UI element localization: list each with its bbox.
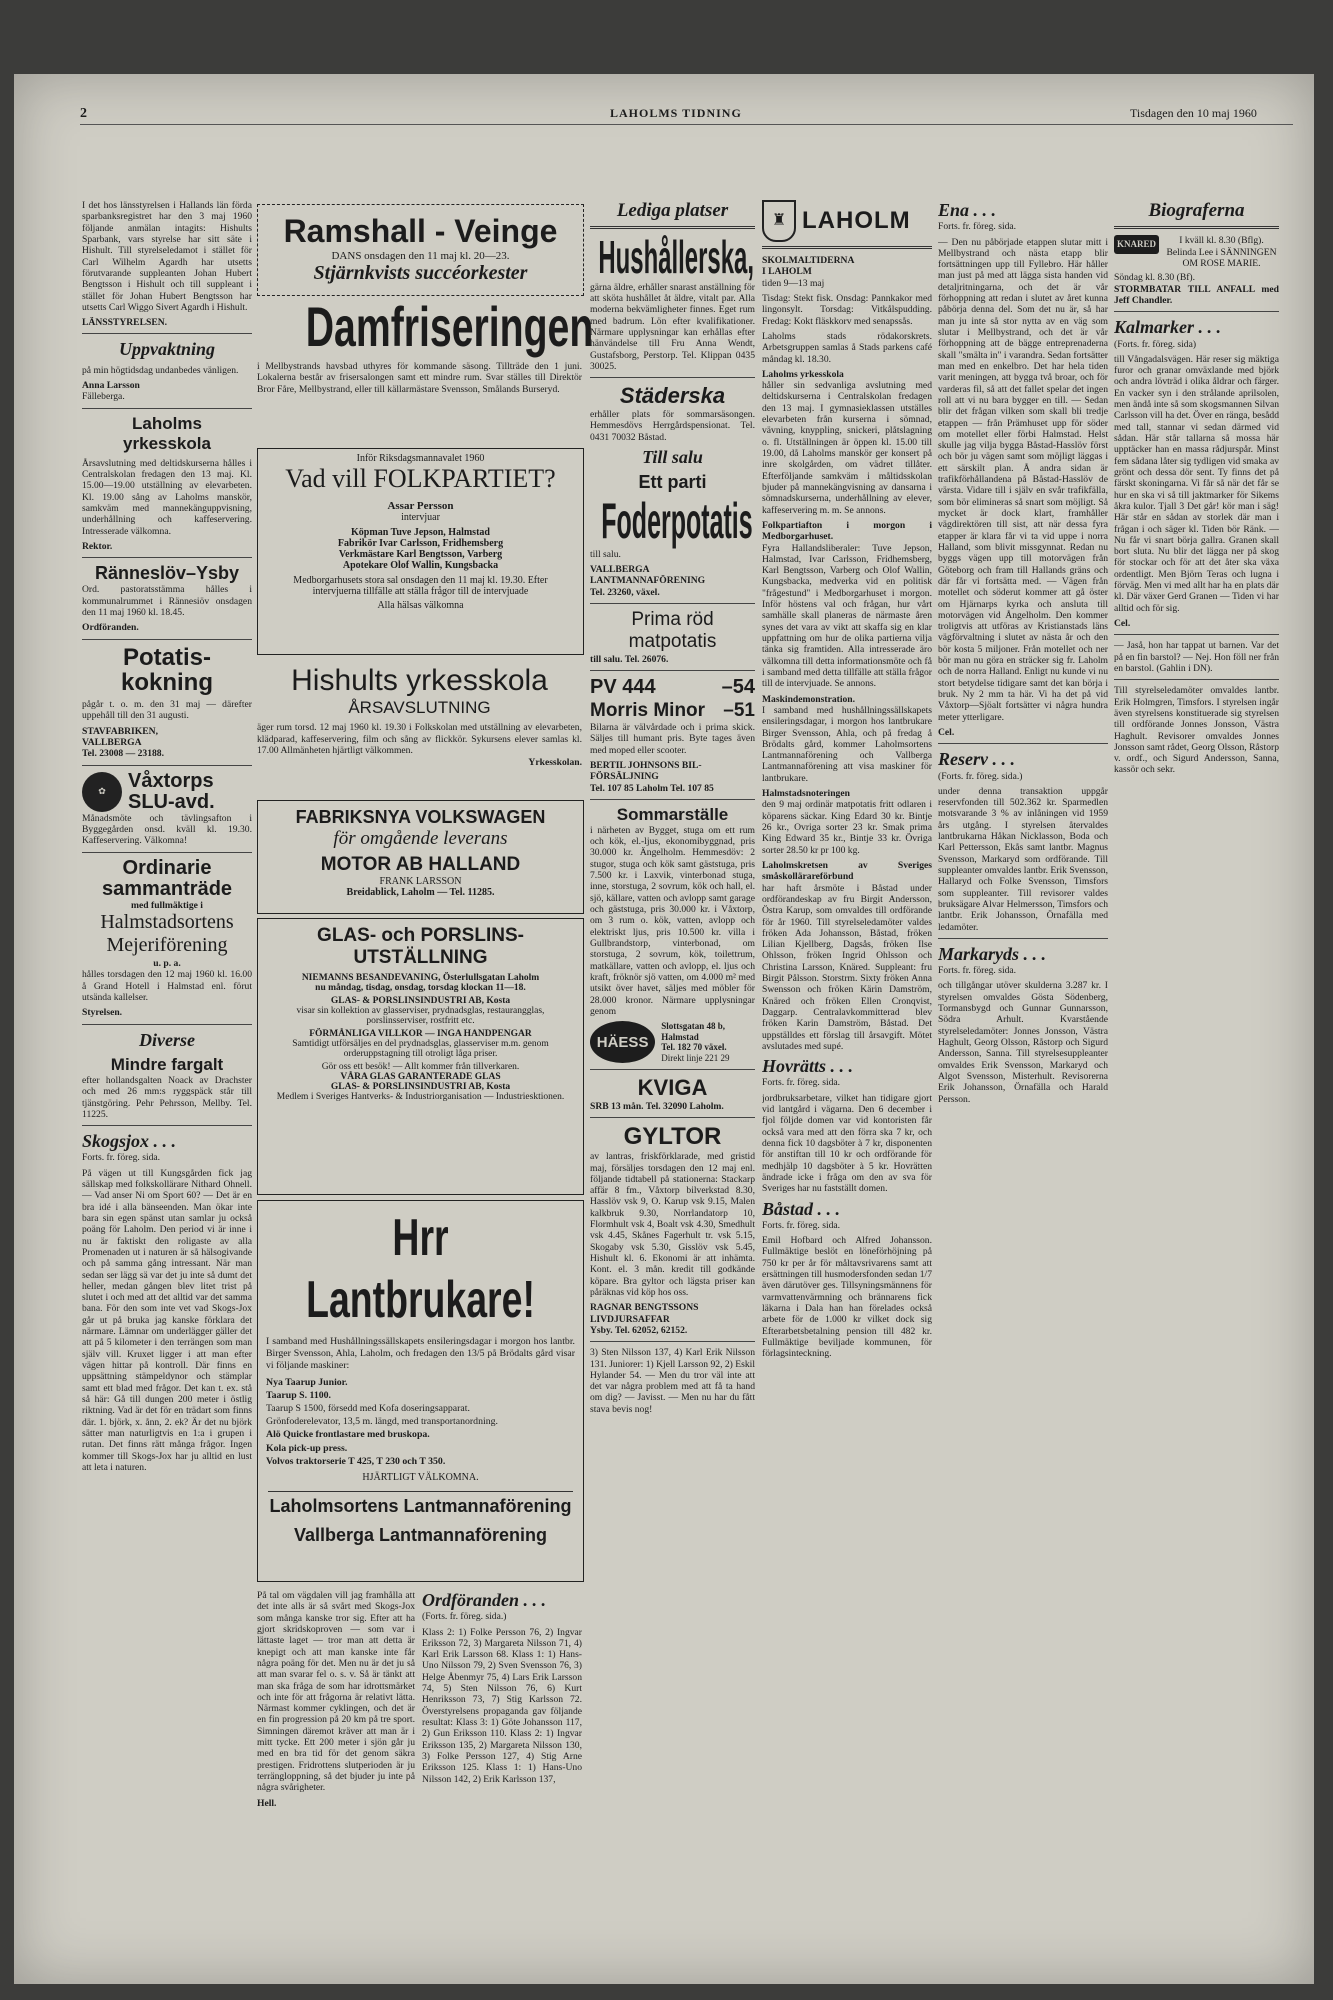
column-4 — [762, 200, 932, 1890]
prima-title-2: matpotatis — [628, 631, 717, 653]
folkpartiet-pre: Inför Riksdagsmannavalet 1960 — [356, 453, 485, 464]
glas-line-9: GLAS- & PORSLINSINDUSTRI AB, Kosta — [330, 1082, 511, 1092]
laholm-banner — [762, 200, 932, 242]
rodakors-text: Laholms stads rödakorskrets. Arbetsgruppen samlas å Stads parkens café måndag kl. 18.30. — [762, 330, 932, 365]
divider — [938, 938, 1108, 939]
halmstad-heading: Halmstadsnoteringen — [762, 788, 850, 800]
divider — [590, 799, 755, 800]
potatis-sign-1: STAVFABRIKEN, — [82, 725, 158, 737]
machine-1: Nya Taarup Junior. — [266, 1376, 348, 1388]
morris-year: –51 — [723, 699, 755, 721]
skogsjox-title: Skogsjox . . . — [82, 1131, 177, 1152]
registry-notice: I det hos länsstyrelsen i Hallands län förda sparbanksregistret har den 3 maj 1960 följande anmälan intagits: Hishults Sparbank, vars styrelse har sitt säte i Hishult. Till styrelseledamot i stället för Carl Wilhelm Agardh har utsetts förutvarande suppleanten Johan Hubert Bengtsson i Hishult och till suppleant i stället för Johan Hubert Bengtsson har utsetts Carl Wiggo Sivert Agardh i Hishult. — [82, 200, 252, 313]
uppvaktning-text: på min högtidsdag undanbedes vänligen. — [82, 364, 239, 376]
divider — [82, 408, 252, 409]
ordinarie-sign: Styrelsen. — [82, 1007, 123, 1019]
ramshall-ad — [257, 204, 584, 296]
skolmaltider-dates: tiden 9—13 maj — [762, 277, 825, 289]
laholmskretsen-heading: Laholmskretsen av Sveriges småskollärareförbund — [762, 859, 932, 883]
glas-line-7: Gör oss ett besök! — Allt kommer från tillverkaren. — [321, 1062, 520, 1072]
hishults-sub: ÅRSAVSLUTNING — [348, 698, 491, 717]
pv444-year: –54 — [721, 675, 755, 698]
uppvaktning-sign: Anna Larsson — [82, 379, 140, 391]
damfriseringen-text: i Mellbystrands havsbad uthyres för kommande säsong. Tillträde den 1 juni. Lokalerna består av frisersalongen samt ett mindre rum. Svar ställes till Direktör Bror Fåre, Mellbystrand, eller till källarmästare Svensson, Smålands Burseryd. — [257, 360, 582, 395]
glas-line-2: nu måndag, tisdag, onsdag, torsdag klockan 11—18. — [315, 983, 526, 993]
yrkesskola-title-2: yrkesskola — [123, 433, 211, 453]
divider — [590, 670, 755, 671]
folkpartiafton-heading: Folkpartiafton i morgon i Medborgarhuset. — [762, 519, 932, 543]
divider — [938, 743, 1108, 744]
kalmarker-title: Kalmarker . . . — [1114, 317, 1222, 338]
machine-2: Taarup S. 1100. — [266, 1389, 331, 1401]
skolmaltider-title-1: SKOLMALTIDERNA — [762, 255, 855, 266]
bastad-title: Båstad . . . — [762, 1198, 841, 1219]
folkpartiet-text: Medborgarhusets stora sal onsdagen den 11 maj kl. 19.30. Efter intervjuerna tillfälle att ställa frågor till de intervjuade — [293, 575, 548, 597]
skolmaltider-title-2: I LAHOLM — [762, 266, 812, 278]
markaryds-text: och tillgångar utöver skulderna 3.287 kr. I styrelsen omvaldes Gösta Södenberg, Tormansbygd och Gunnar Gunnarsson, Södra Arhult. Kvarstående styrelseledamöter: Jonnes Jonsson, Västra Haghult, Georg Olsson, Råstorp och Sigurd Andersson, Sanna. Till styrelsesuppleanter omvaldes Erik Svensson, Markaryd och Algot Svensson, Misterhult. Revisorerna Erik Johansson, Örnafälla och Harald Persson. — [938, 980, 1108, 1105]
prima-title-1: Prima röd — [631, 608, 714, 630]
ramshall-dance: DANS onsdagen den 11 maj kl. 20—23. — [331, 250, 510, 262]
vw-title: FABRIKSNYA VOLKSWAGEN — [295, 807, 546, 827]
morris-label: Morris Minor — [590, 699, 706, 721]
laholm-title: LAHOLM — [802, 206, 911, 234]
divider — [590, 1117, 755, 1118]
ordforanden-text: Klass 2: 1) Folke Persson 76, 2) Ingvar Eriksson 72, 3) Margareta Nilsson 71, 4) Karl Erik Larsson 68. Klass 1: 1) Hans-Uno Nilsson 79, 2) Sven Svensson 76, 3) Helge Åbenmyr 75, 4) Lars Erik Larsson 74, 5) Sten Nilsson 76, 6) Kurt Henriksson 73, 7) Stig Karlsson 72. Överstyrelsens propaganda gav följande resultat: Klass 3: 1) Göte Johansson 117, 2) Gun Eriksson 110. Klass 2: 1) Ingvar Eriksson 135, 2) Margareta Nilsson 130, 3) Folke Persson 127, 4) Stig Arne Eriksson 125. Klass 1: 1) Hans-Uno Nilsson 142, 2) Erik Karlsson 137, — [422, 1626, 582, 1785]
vaxtorp-title-1: Våxtorps — [128, 769, 214, 792]
folkpartiet-guest-3: Verkmästare Karl Bengtsson, Varberg — [338, 549, 503, 560]
divider — [1114, 679, 1279, 680]
yrkesskola-title-1: Laholms — [132, 413, 202, 433]
foderpotatis-sign-1: VALLBERGA — [590, 563, 650, 575]
hishults-sign: Yrkesskolan. — [528, 756, 582, 768]
lantbrukare-text: I samband med Hushållningssällskapets ensileringsdagar i morgon hos lantbr. Birger Svensson, Ahla, Laholm, och fredagen den 13/5 på Brödalts gård visar vi följande maskiner: — [266, 1335, 575, 1371]
divider — [1114, 634, 1279, 635]
ragnar-sign-1: RAGNAR BENGTSSONS — [590, 1302, 699, 1314]
vaxtorp-header — [82, 771, 252, 813]
damfriseringen-ad — [257, 295, 594, 428]
bertil-sign-1: BERTIL JOHNSONS BIL- — [590, 759, 702, 771]
folkpartiet-guest-1: Köpman Tuve Jepson, Halmstad — [351, 527, 490, 538]
hushallerska-title: Hushållerska, — [598, 231, 754, 284]
biograf-showing-2: Söndag kl. 8.30 (Bf). — [1114, 272, 1196, 284]
ramshall-title: Ramshall - Veinge — [283, 213, 558, 249]
ragnar-sign-2: LIVDJURSAFFAR — [590, 1313, 670, 1325]
divider — [590, 1069, 755, 1070]
foderpotatis-text: till salu. — [590, 548, 621, 560]
kviga-text: SRB 13 mån. Tel. 32090 Laholm. — [590, 1100, 724, 1112]
ramshall-band: Stjärnkvists succéorkester — [313, 262, 528, 284]
vw-person: FRANK LARSSON — [379, 876, 462, 887]
vw-address: Breidablick, Laholm — Tel. 11285. — [346, 887, 495, 898]
laholm-crest-icon: ♜ — [762, 200, 796, 242]
hishults-ad — [257, 664, 582, 794]
machine-4: Grönfoderelevator, 13,5 m. längd, med transportanordning. — [266, 1416, 498, 1428]
potatis-title-1: Potatis- — [122, 643, 211, 671]
reserv-sub: (Forts. fr. föreg. sida.) — [938, 770, 1023, 782]
divider — [268, 1491, 573, 1492]
maskin-heading: Maskindemonstration. — [762, 693, 856, 705]
divider — [82, 557, 252, 558]
glas-line-4: visar sin kollektion av glasserviser, prydnadsglas, restaurangglas, porslinsserviser, rostfritt etc. — [296, 1006, 545, 1026]
ranneslov-title: Ränneslöv–Ysby — [94, 563, 240, 584]
diverse-title: Diverse — [139, 1029, 195, 1050]
glas-title-1: GLAS- och PORSLINS- — [317, 925, 524, 946]
hovratts-text: jordbruksarbetare, vilket han tidigare gjort vid lantgård i vägarna. Den 6 december i fjol följde domen var vid kontoristen får också vara med att den förra ska 7 kr, och denna fick 10 dagsböter à 7 kr, disponenten för anstiftan till 10 kr och ordförande för medhjälp 10 dagsböter à 5 kr. Hovrätten ändrade icke i fråga om den av sva för Sveriges har nu fastställt domen. — [762, 1092, 932, 1195]
ena-sub: Forts. fr. föreg. sida. — [938, 221, 1017, 233]
biograf-showing-3: STORMBATAR TILL ANFALL med Jeff Chandler. — [1114, 283, 1279, 306]
reserv-title: Reserv . . . — [938, 749, 1015, 770]
glas-line-8: VÅRA GLAS GARANTERADE GLAS — [340, 1072, 501, 1082]
machine-7: Volvos traktorserie T 425, T 230 och T 350. — [266, 1455, 446, 1467]
folkpartiet-welcome: Alla hälsas välkomna — [377, 600, 464, 611]
hovratts-sub: Forts. fr. föreg. sida. — [762, 1077, 841, 1089]
folkpartiet-speaker: Assar Persson — [387, 500, 454, 512]
prima-text: till salu. Tel. 26076. — [590, 653, 669, 665]
damfriseringen-title: Damfriseringen — [305, 295, 594, 358]
glas-line-6: Samtidigt utförsäljes en del prydnadsglas, glasserviser m.m. genom orderuppstagning till otroligt låga priser. — [292, 1039, 549, 1059]
gyltor-text: av lantras, friskförklarade, med gristid maj, försäljes torsdagen den 12 maj enl. följande tidtabell på stationerna: Stackarp affär 8 fm., Våxtorp bilverkstad 8.30, Hasslöv vsk 9, O. Karup vsk 9.15, Malen kalkbruk 9.30, Norrlandatorp 10, Flormhult vsk 4, Boalt vsk 4.30, Smedhult vsk 4.45, Skånes Fagerhult tr. vsk 5.15, Skogaby vsk 5.30, Gisslöv vsk 5.45, Hishult kl. 6. Ekonomi är att inhämta. Kont. el. 3 mån. kredit till godkände köpare. Bra gyltor och lägsta priser kan påräknas vid köp hos oss. — [590, 1151, 755, 1298]
styrelse-tail: Till styrelseledamöter omvaldes lantbr. Erik Holmgren, Timsfors. I styrelsen ingår även styrelsens konstituerade sig styrelsen till ordförande Jonnes Jonsson, Västra Haghult. Revisorer omvaldes Jonnes Jonsson samt rådet, Georg Olsson, Råstorp v. ordf., och Sigurd Andersson, Sanna, kassör och sekr. — [1114, 685, 1279, 776]
cars-text: Bilarna är välvårdade och i prima skick. Säljes till humant pris. Byte tages även med moped eller scooter. — [590, 721, 755, 756]
lantbrukare-welcome: HJÄRTLIGT VÄLKOMNA. — [362, 1472, 479, 1484]
potatis-sign-2: VALLBERGA — [82, 737, 142, 748]
divider — [590, 377, 755, 378]
divider — [82, 1125, 252, 1126]
uppvaktning-place: Fälleberga. — [82, 391, 125, 403]
ett-parti: Ett parti — [638, 472, 707, 493]
machine-3: Taarup S 1500, försedd med Kofa doseringsapparat. — [266, 1403, 470, 1415]
divider — [1114, 226, 1279, 229]
staderska-title: Städerska — [619, 383, 726, 409]
markaryds-title: Markaryds . . . — [938, 943, 1047, 964]
machine-6: Kola pick-up press. — [266, 1442, 348, 1454]
volkswagen-ad — [257, 800, 584, 914]
header-rule — [80, 124, 1293, 125]
ordforanden-title: Ordföranden . . . — [422, 1590, 547, 1610]
foderpotatis-tel: Tel. 23260, växel. — [590, 586, 660, 598]
sommarstalle-text: i närheten av Bygget, stuga om ett rum och kök, el.-ljus, ekonomibyggnad, pris 30.000 kr. Ängelholm. Hemmesdöv: 2 stugor, stuga och kök samt gäststuga, pris 7.500 kr. i Laxvik, vinterbonad stuga, inne, storstuga, 2 sovrum, kök och hall, el. sjö, källare, vatten och avlopp samt garage och gäststuga, pris 30.000 kr. i Våxtorp, om 3 rum o. kök, vatten, avlopp och elektriskt ljus, pris 10.500 kr. villa i Gullbrandstorp, vinterbonad, om storstuga, 2 sovrum, kök, toilettrum, matkällare, vatten och avlopp, el. ljus och kraft, fröknör sjö vatten, om 4.000 m² med utsikt över havet, säljes med möbler för 28.000 kronor. Närmare upplysningar genom — [590, 824, 755, 1017]
divider — [82, 1024, 252, 1025]
glas-line-1: NIEMANNS BESANDEVANING, Österlullsgatan Laholm — [301, 973, 540, 983]
bastad-sub: Forts. fr. föreg. sida. — [762, 1219, 841, 1231]
folkpartiet-title: Vad vill FOLKPARTIET? — [285, 464, 556, 493]
glas-line-10: Medlem i Sveriges Hantverks- & Industriorganisation — Industriesktionen. — [276, 1092, 565, 1102]
divider — [1114, 311, 1279, 312]
vaxtorp-title-2: SLU-avd. — [128, 790, 215, 813]
ordinarie-sub: med fullmäktige i — [131, 899, 203, 911]
yrkesskola-sign: Rektor. — [82, 540, 113, 552]
knared-logo: KNARED — [1114, 235, 1159, 254]
vaxtorp-text: Månadsmöte och tävlingsafton i Byggegården onsd. kväll kl. 19.30. Kaffeservering. Välkomna! — [82, 812, 252, 847]
hushallerska-text: gärna äldre, erhåller snarast anställning för att sköta hushållet åt äldre, vitalt par. Alla moderna bekvämligheter finnes. Eget rum med badrum. Lön efter kvalifikationer. Närmare upplysningar kan erhållas efter hänvändelse till Fru Anna Wendt, Gustafsborg, Perstorp. Tel. Klippan 0435 30025. — [590, 281, 755, 372]
ena-title: Ena . . . — [938, 200, 997, 220]
divider — [82, 852, 252, 853]
mindre-title: Mindre fargalt — [110, 1054, 224, 1074]
ordinarie-upa: u. p. a. — [153, 958, 181, 970]
potatis-tel: Tel. 23008 — 23188. — [82, 748, 164, 760]
hishults-title: Hishults yrkesskola — [291, 664, 548, 697]
bertil-sign-2: FÖRSÄLJNING — [590, 771, 659, 783]
skogsjox-text: På vägen ut till Kungsgården fick jag sällskap med folkskollärare Nithard Ohnell. — Vad anser Ni om Sport 60? — Det är en bra idé i alla bänseenden. Man ökar inte bara sin egen spänst utan samlar ju också poäng för Laholm. Den period vi är inne i nu är faktiskt den roligaste av alla Promenaden ut i naturen är så hälsogivande och på samma gång intressant. När man sedan ser lägg sä var det ju inte så dumt det heller, medan gången blev litet trist på slutet i och med att det alltid var det samma bana. För den som inte vet vad Skogs-Jox går ut på bruka jag kanske förklara det närmare. Lämnar om underlägger gäller det att på 5 kilometer i den terrängen som man själv vill. Kruxet ligger i att man efter vägen hittar på kontroll. Där finns en uppsättning stämpeldynor och stämplar samt ett blad med frågor. Det kan t. ex. stå så här: Gå till dungen 200 meter i östlig riktning. Vad är det för en trädart som finns där. 1. björk, x. ånn, 2. ek? Är det nu björk sätter man naturligtvis en 1:a i grupen i rutan. Det finns rätt många frågor. Ingen kommer till Skogs-Jox har ju alltid en lust att leta i naturen. — [82, 1167, 252, 1473]
yrkesskola-text: Årsavslutning med deltidskurserna hålles i Centralskolan fredagen den 13 maj. Kl. 15.00—19.00 utställning av elevarbeten. Kl. 19.00 sång av Laholms manskör, samkväm med mannekänguppvisning, underhållning och kaffeservering. Intresserade välkomna. — [82, 457, 252, 537]
skolmaltider-menu: Tisdag: Stekt fisk. Onsdag: Pannkakor med lingonsylt. Torsdag: Vitkålspudding. Fredag: Kokt fläskkorv med senapssås. — [762, 292, 932, 327]
kalmarker-text: till Vångadalsvägen. Här reser sig mäktiga furor och granar omväxlande med björk och andra lövträd i olika åldrar och färger. En vacker syn i den strålande aprilsolen, men ändå inte så som skogsmannen Silvan Carlsson vill ha det. Över en ränga, besådd med tall, stannar vi sedan därmed vid sådan. Här står tallarna så mossa här upptäcker han en massa rådjurspår. Minst fem sådana låter sig tydligen vid smaka av grönt och dessa dör sent. Ty finns det på färskt skoningarna. Vi får så när det får se hur en ska vi så till jaktmarker för Sikems åkra kulor. Tjall 3 Det går! kör man i säg! Här står en sådan av storlek där man i frågan i och säger kl. Tiden bör Ränk. — Nu får vi snart börja gallra. Granen skall bort sluta. Nu blir det lägga ner på skog för stockar och för att det åter ska växa ordentligt. Men Björn Teras och lugna i förväg. Men vi med allt har ha en plats där kl. Där växer Gerd Granen — Tiden vi har alltid och för sig. — [1114, 353, 1279, 614]
markaryds-sub: Forts. fr. föreg. sida. — [938, 965, 1017, 977]
ordinarie-title-3: Halmstadsortens — [100, 910, 234, 933]
bertil-tel: Tel. 107 85 Laholm Tel. 107 85 — [590, 782, 714, 794]
haess-direct: Direkt linje 221 29 — [661, 1053, 730, 1063]
biograferna-title: Biograferna — [1148, 200, 1245, 221]
issue-date: Tisdagen den 10 maj 1960 — [1130, 106, 1257, 120]
maskin-text: I samband med hushållningssällskapets ensileringsdagar, i morgon hos lantbrukare Birger Svensson, Ahla, och på fredag å Brödalts gård, kommer Laholmsortens Lantmannaförening och Vallberga Lantmannaförening att visa maskiner för lantbrukare. — [762, 704, 932, 784]
masthead: LAHOLMS TIDNING — [610, 106, 742, 120]
column-5 — [938, 200, 1108, 1890]
kalmarker-sub: (Forts. fr. föreg. sida) — [1114, 338, 1197, 350]
folkpartiet-speaker-sub: intervjuar — [401, 512, 440, 523]
divider — [762, 246, 932, 249]
glas-ad — [257, 918, 584, 1195]
lediga-title: Lediga platser — [616, 200, 729, 221]
bastad-text: Emil Hofbard och Alfred Johansson. Fullmäktige beslöt en löneförhöjning på 750 kr per år för måltavsrivarens samt att ersättningen till husmodersfonden sedan 1/7 även därutöver ges. Tillsyningsmännens för varmvattenvärmning och brännarens fick läkarna i Dala han han förelades också arbete för de 1.000 kr vilket dock sig Efterarbetsbetalning pension till 482 kr. Fullmäktige beviljade kommunen, för förlagsinteckning. — [762, 1235, 932, 1360]
ordforanden-sub: (Forts. fr. föreg. sida.) — [422, 1611, 507, 1623]
column-3 — [590, 200, 755, 1890]
foderpotatis-title: Foderpotatis — [601, 492, 753, 549]
glas-line-5: FÖRMÅNLIGA VILLKOR — INGA HANDPENGAR — [309, 1029, 532, 1039]
divider — [590, 603, 755, 604]
lantbrukare-org-1: Laholmsortens Lantmannaförening — [269, 1496, 572, 1517]
ena-text: — Den nu påbörjade etappen slutar mitt i Mellbystrand och nästa etapp blir fortsättningen upp till Fyllebro. Här håller man just på med att lägga sista handen vid detaljritningarna, och det är vår förhoppning att redan i slutet av året kunna påbörja denna del. Som det nu är, så har man ju inte så stor nytta av en väg som slutar i Mellbystrand, och det är vår förhoppning att de bägge entreprenaderna skall "smälta in" i varandra. Sedan fortsätter man med en enkelbro. Det har hela tiden varit meningen, att bygga två broar, och för varderas fil, så att det fallet spelar det ingen roll att vi nu bara bygger en till. — Sedan blir det frågan vilken som skall bli tredje etappen — från Prämhuset upp för söder om motellet eller förbi Halmstad. Helst skulle jag vilja bygga Båstad-Hasslöv först och bör ju vägen samt som möjligt läggas i ett särskilt plan. Å andra sidan är trafikförhållandena på Båstad-Hasslöv de värsta. Vidare till i själv en svår trafikfälla, som bör elimineras så snart som möjligt. Så mycket är dock klart, framhåller vägdirektören till sist, att när dessa fyra etapper är klara får vi ta vid uppe i norra Halland, som blivit missgynnat. Redan nu byggs vägen upp till motorvägen från Göteborg och fram till Hallands gräns och där får vi fortsätta med. — Vägen från motellet och söderut kommer att gå öster om Hjärnarps kyrka och ansluta till motorvägen vid Ångelholm. Den kommer troligtvis att utföras av Kristianstads läns vägförvaltning i slutet av nästa år och den bör kosta 5 miljoner. Från motellet och ner bör man nu göra en sträcker sig fr. Laholm och de norra Halland. Enligt nu kunde vi nu stort betydelse tidigare samt det kan börja i bruk. Ny 2 mm ta här. Vi ha det på vid Våxtorp—Sjöalt fortsätter vi några hundra meter ytterligare. — [938, 236, 1108, 723]
divider — [82, 765, 252, 766]
ordinarie-text: hålles torsdagen den 12 maj 1960 kl. 16.00 å Grand Hotell i Halmstad enl. förut utsända kallelser. — [82, 969, 252, 1003]
skogsjox-continued — [257, 1590, 415, 1880]
pv444-label: PV 444 — [590, 675, 656, 698]
mindre-text: efter hollandsgalten Noack av Drachster och med 26 mm:s ryggspäck står till tjänstgöring. Pehr Pehrsson, Mellby. Tel. 11225. — [82, 1074, 252, 1120]
page-number: 2 — [80, 106, 87, 121]
vw-sub: för omgående leverans — [333, 828, 508, 849]
haess-tel: Tel. 182 70 växel. — [661, 1042, 727, 1053]
folkpartiet-guest-4: Apotekare Olof Wallin, Kungsbacka — [342, 560, 499, 571]
ordforanden-column — [422, 1590, 582, 1880]
divider — [82, 639, 252, 640]
reserv-text: under denna transaktion uppgår reservfonden till 502.362 kr. Sparmedlen motsvarande 3 % av inlåningen vid 1959 års utgång. I styrelsen återvaldes lantbrukarna Håkan Nicklasson, Boda och Karl Pettersson, Ekås samt lantbr. Magnus Svensson, Markaryd som ordförande. Till suppleanter omvaldes lantbr. Erik Svensson, Hallaryd och Folke Svensson, Timsfors som suppleanter. Till revisorer valdes bruksägare Alvar Helmersson, Timsfors och lantbr. Erik Johansson, Örnafälla med ledamöter. — [938, 785, 1108, 933]
skogsjox-continued-sign: Hell. — [257, 1797, 277, 1809]
folkpartiafton-text: Fyra Hallandsliberaler: Tuve Jepson, Halmstad, Ivar Carlsson, Fridhemsberg, Karl Bengtsson, Varberg och Olof Wallin, Kungsbacka, medverka vid en politisk "frågestund" i Medborgarhuset i morgon. Inför höstens val och frågan, hur vårt samhälle skall planeras de närmaste åren synes det vara av vikt att skaffa sig en klar uppfattning om hur de olika partierna vilja tänka sig framtiden. Alla intresserade äro välkomna till detta informationsmöte och få i samband med detta tillfälle att ställa frågor till de intervjuade. Se annons. — [762, 542, 932, 690]
laholmskretsen-text: har haft årsmöte i Båstad under ordförandeskap av fru Birgit Andersson, Östra Karup, som omvaldes till ordförande för år 1960. Till styrelseledamöter valdes fröken Ada Johansson, Båstad, fröken Lilian Kjellberg, Dagsås, fröken Ilse Ohlsson, fröken Ingrid Ohlsson och Christina Larsson, Knäred. Suppleant: fru Birgit Pålsson. Storstrm. Sixty fröken Anna Swensson och fröken Kärin Damström, Knäred och fröken Ellen Cronqvist, Daggarp. Centralavkommitterad blev fröken Karin Damström, Båstad. Det uppställdes ett förslag till årsavgift. Mötet avslutades med supé. — [762, 882, 932, 1052]
hovratts-title: Hovrätts . . . — [762, 1056, 854, 1077]
column-1 — [82, 200, 252, 1890]
cartoon-caption: — Jaså, hon har tappat ut barnen. Var det på en fin barstol? — Nej. Hon föll ner från en barstol. (Gahlin i DN). — [1114, 640, 1279, 674]
halmstad-text: den 9 maj ordinär matpotatis fritt odlaren i köparens säckar. King Edard 30 kr. Bintje 26 kr., Ovriga sorter 23 kr. Smak prima King Edward 35 kr., Bintje 33 kr. Övriga sorter 28.50 kr pr 100 kg. — [762, 799, 932, 856]
potatis-title-2: kokning — [120, 668, 213, 696]
biograf-showing-1: I kväll kl. 8.30 (Bflg). Belinda Lee i SÄNNINGEN OM ROSE MARIE. — [1166, 235, 1277, 270]
registry-sign: LÄNSSTYRELSEN. — [82, 317, 168, 329]
uppvaktning-title: Uppvaktning — [118, 339, 215, 360]
slu-emblem-icon: ✿ — [82, 772, 122, 812]
divider — [590, 226, 755, 229]
potatis-text: pågår t. o. m. den 31 maj — därefter uppehåll till den 31 augusti. — [82, 699, 252, 722]
laholm-yrke-heading: Laholms yrkesskola — [762, 368, 844, 380]
glas-line-3: GLAS- & PORSLINSINDUSTRI AB, Kosta — [330, 996, 511, 1006]
laholm-yrke-text: håller sin sedvanliga avslutning med deltidskurserna i Centralskolan fredagen den 13 maj. I gymnasieklassen utställes elevarbeten från kurserna i sömnad, vävning, knyppling, snickeri, plåtslagning o. fl. Utställningen är öppen kl. 15.00 till 19.00, då Laholms manskör ger konsert på inre skolgården, om vädret tillåter. Efterföljande samkväm i måltidsskolan bjuder på mannekängvisning av dansarna i sömnadskurserna, underhållning av elever, kaffeservering m. m. Se annons. — [762, 380, 932, 516]
ragnar-tel: Ysby. Tel. 62052, 62152. — [590, 1324, 688, 1336]
kalmarker-sign: Cel. — [1114, 618, 1131, 630]
glas-title-2: UTSTÄLLNING — [353, 947, 488, 968]
ena-sign: Cel. — [938, 726, 955, 738]
gyltor-title: GYLTOR — [623, 1122, 722, 1150]
folkpartiet-ad — [257, 448, 584, 655]
ordinarie-title-1: Ordinarie — [122, 856, 212, 879]
staderska-text: erhåller plats för sommarsäsongen. Hemmesdövs Herrgårdspensionat. Tel. 0431 70032 Båstad. — [590, 409, 755, 443]
haess-logo: HÄESS — [590, 1021, 655, 1063]
folkpartiet-guest-2: Fabrikör Ivar Carlsson, Fridhemsberg — [337, 538, 504, 549]
kviga-title: KVIGA — [637, 1074, 708, 1100]
ranneslov-text: Ord. pastoratsstämma hålles i kommunalrummet i Rännesiöv onsdagen den 11 maj 1960 kl. 18.45. — [82, 584, 252, 619]
skogsjox-continued-text: På tal om vägdalen vill jag framhålla att det inte alls är så svårt med Skogs-Jox som många kanske tror sig. Efter att ha gjort skridskoproven — som var i lättaste laget — tror man att detta är knepigt och att man kanske inte får några poäng för det. Men nu är det ju så att man svarar fel o. s. v. Så är tänkt att man ska fråga de som har idrottsmärket och inte för att frågorna är relativt lätta. Närmast kommer cyklingen, och det är en fin progression på 20 km på tre sport. Simningen däremot kräver att man är i mitt tycke. Ett 200 meter i sjön går ju med en bra tid för det genom säkra prestigen. Fridrottens slutperioden är ju terrängloppning, så det bjuder ju inte på några svårigheter. — [257, 1590, 415, 1794]
lantbrukare-org-2: Vallberga Lantmannaförening — [293, 1525, 548, 1546]
ranneslov-sign: Ordföranden. — [82, 622, 139, 634]
till-salu-title: Till salu — [642, 447, 703, 468]
column-6 — [1114, 200, 1279, 1890]
hishults-text: äger rum torsd. 12 maj 1960 kl. 19.30 i Folkskolan med utställning av elevarbeten, klädparad, kaffeservering, film och sång av flickkör. Sykursens elever samlas kl. 17.00 Allmänheten hjärtligt välkommen. — [257, 722, 582, 756]
vw-dealer: MOTOR AB HALLAND — [320, 854, 521, 875]
machine-5: Alö Quicke frontlastare med bruskopa. — [266, 1429, 430, 1441]
divider — [590, 1341, 755, 1342]
ordinarie-title-4: Mejeriförening — [106, 934, 228, 957]
skogsjox-sub: Forts. fr. föreg. sida. — [82, 1152, 161, 1164]
lantbrukare-ad — [257, 1200, 584, 1582]
divider — [82, 333, 252, 334]
ordinarie-title-2: sammanträde — [101, 877, 233, 900]
haess-address: Slottsgatan 48 b, Halmstad — [661, 1021, 725, 1042]
sommarstalle-title: Sommarställe — [616, 804, 729, 824]
results-continued: 3) Sten Nilsson 137, 4) Karl Erik Nilsson 131. Juniorer: 1) Kjell Larsson 92, 2) Eskil Hylander 54. — Men du tror väl inte att det var några problem med att få ta hand om dig? — Javisst. — Men nu har du fått stava bevis nog! — [590, 1347, 755, 1415]
lantbrukare-title: Hrr Lantbrukare! — [306, 1209, 535, 1330]
foderpotatis-sign-2: LANTMANNAFÖRENING — [590, 575, 706, 587]
